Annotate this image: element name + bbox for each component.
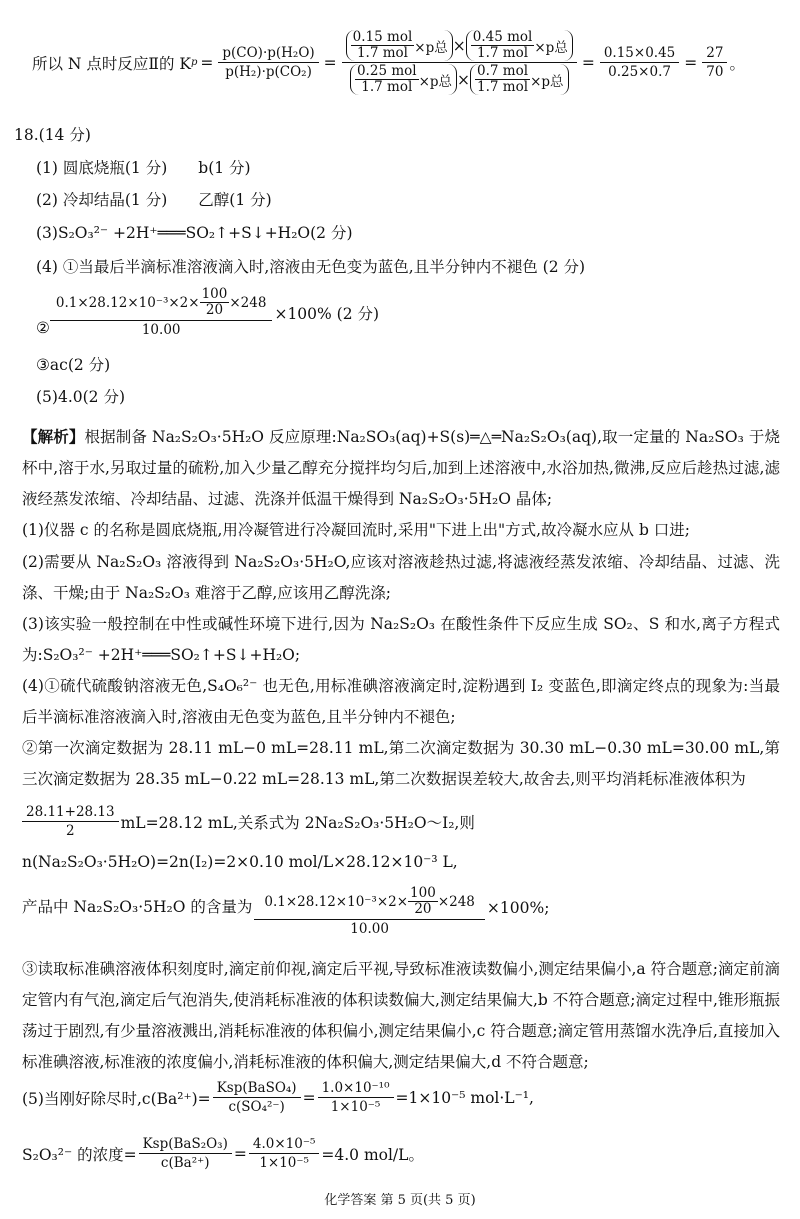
p9-fraction-1 <box>213 1080 301 1115</box>
analysis-tag: 【解析】 <box>22 428 85 446</box>
analysis-intro <box>22 422 780 515</box>
term1-denominator: 1.7 mol <box>356 45 408 61</box>
p7-inner-den: 20 <box>414 901 432 917</box>
p9-tail: =1×10⁻⁵ mol·L⁻¹, <box>395 1088 534 1107</box>
p7-denominator: 10.00 <box>350 921 389 937</box>
kp-def-numerator: p(CO)·p(H₂O) <box>218 45 318 63</box>
kp-equation: 所以 N 点时反应Ⅱ的 K p = $\frac{\text{p(CO)·p(H₂O)}}{\text{p(H₂)·p(CO₂)}}$ = 0.15 mol 1.7 mol ×p总 × 0.45 mol 1.7 mol ×p总 0.25 mol 1.7 mol ×p总 × 0.7 mol 1.7 mol ×p总 = $\frac{0.15\times 0.45}{0.25\times 0.7}$ = $\frac{27}{70}$ 。 <box>32 29 745 95</box>
kp-end: 。 <box>729 54 745 73</box>
eq-sign: = <box>200 53 214 72</box>
answer-5: (5)4.0(2 分) <box>36 388 125 406</box>
kp-prefix: 所以 N 点时反应Ⅱ的 K <box>32 54 191 73</box>
s2o3-concentration-line: S₂O₃²⁻ 的浓度= $\frac{\text{Ksp(BaS₂O₃)}}{\text{c(Ba²⁺)}}$ = $\frac{\text{4.0×10⁻⁵}}{\text{1×10⁻⁵}}$ =4.0 mol/L。 <box>22 1136 424 1171</box>
a42-inner-num: 100 <box>201 286 228 302</box>
term3-numerator: 0.25 mol <box>356 63 417 79</box>
analysis-p3: (3)该实验一般控制在中性或碱性环境下进行,因为 Na₂S₂O₃ 在酸性条件下反应生成 SO₂、S 和水,离子方程式为:S₂O₃²⁻ +2H⁺═══SO₂↑+S↓+H₂O; <box>22 615 780 664</box>
p7-num-b: ×248 <box>437 893 475 910</box>
q18-header: 18.(14 分) <box>14 126 91 144</box>
analysis-p5: ②第一次滴定数据为 28.11 mL−0 mL=28.11 mL,第二次滴定数据为 30.30 mL−0.30 mL=30.00 mL,第三次滴定数据为 28.35 mL−0.22 mL=28.13 mL,第二次数据误差较大,故舍去,则平均消耗标准液体积为 <box>22 739 780 788</box>
analysis-p8: ③读取标准碘溶液体积刻度时,滴定前仰视,滴定后平视,导致标准液读数偏小,测定结果偏小,a 符合题意;滴定前滴定管内有气泡,滴定后气泡消失,使消耗标准液的体积读数偏大,测定结果偏大,b 不符合题意;滴定过程中,锥形瓶振荡过于剧烈,有少量溶液溅出,消耗标准液的体积偏小,测定结果偏小,c 符合题意;滴定管用蒸馏水洗净后,直接加入标准碘溶液,标准液的浓度偏小,消耗标准液的体积偏大,测定结果偏大,d 不符合题意; <box>22 960 780 1071</box>
times: × <box>452 36 466 55</box>
p7-inner-num: 100 <box>410 885 436 901</box>
avg-tail: mL=28.12 mL,关系式为 2Na₂S₂O₃·5H₂O～I₂,则 <box>120 813 475 832</box>
p9-f2-num: 1.0×10⁻¹⁰ <box>318 1080 394 1098</box>
p9-fraction-2 <box>318 1080 394 1115</box>
answer-4-2-tail: ×100% (2 分) <box>274 304 380 323</box>
p10-fraction-1 <box>139 1136 232 1171</box>
p10-f1-den: c(Ba²⁺) <box>160 1155 210 1171</box>
p10-tail: =4.0 mol/L。 <box>321 1145 424 1164</box>
analysis-p4: (4)①硫代硫酸钠溶液无色,S₄O₆²⁻ 也无色,用标准碘溶液滴定时,淀粉遇到 I₂ 变蓝色,即滴定终点的现象为:当最后半滴标准溶液滴入时,溶液由无色变为蓝色,且半分钟内不褪色; <box>22 677 780 726</box>
term2-denominator: 1.7 mol <box>477 45 529 61</box>
simp-numerator: 0.15×0.45 <box>600 45 679 63</box>
content-prefix: 产品中 Na₂S₂O₃·5H₂O 的含量为 <box>22 898 253 916</box>
answer-1: (1) 圆底烧瓶(1 分) b(1 分) <box>36 159 251 177</box>
ba-concentration-line: (5)当刚好除尽时,c(Ba²⁺)= $\frac{\text{Ksp(BaSO₄)}}{\text{c(SO₄²⁻)}}$ = $\frac{\text{1.0×10⁻¹⁰}}{\text{1×10⁻⁵}}$ =1×10⁻⁵ mol·L⁻¹, <box>22 1080 534 1115</box>
kp-definition-fraction <box>218 45 318 80</box>
kp-def-denominator: p(H₂)·p(CO₂) <box>225 64 312 80</box>
term3-denominator: 1.7 mol <box>361 79 413 95</box>
p-total: ×p总 <box>418 73 453 90</box>
p7-num-a: 0.1×28.12×10⁻³×2× <box>264 893 409 910</box>
term4-denominator: 1.7 mol <box>477 79 529 95</box>
p-total: ×p总 <box>530 73 564 90</box>
answer-4-2 <box>36 287 379 338</box>
avg-num: 28.11+28.13 <box>22 804 119 822</box>
content-fraction <box>254 886 485 937</box>
p10-f2-den: 1×10⁻⁵ <box>259 1155 309 1171</box>
term4-numerator: 0.7 mol <box>477 63 529 79</box>
result-numerator: 27 <box>702 45 727 63</box>
content-line <box>22 886 549 937</box>
kp-result-fraction <box>702 45 727 80</box>
a42-inner-den: 20 <box>205 302 224 318</box>
kp-value-fraction <box>342 30 577 95</box>
p9-prefix: (5)当刚好除尽时,c(Ba²⁺)= <box>22 1089 211 1108</box>
p9-f1-den: c(SO₄²⁻) <box>228 1099 285 1115</box>
term1-numerator: 0.15 mol <box>352 29 413 45</box>
p-total: ×p总 <box>414 39 448 56</box>
kp-sub: p <box>190 57 198 68</box>
p10-f2-num: 4.0×10⁻⁵ <box>249 1136 320 1154</box>
p10-fraction-2 <box>249 1136 320 1171</box>
result-denominator: 70 <box>706 64 724 80</box>
simp-denominator: 0.25×0.7 <box>608 64 671 80</box>
analysis-p1: (1)仪器 c 的名称是圆底烧瓶,用冷凝管进行冷凝回流时,采用"下进上出"方式,故冷凝水应从 b 口进; <box>22 521 691 539</box>
p9-f1-num: Ksp(BaSO₄) <box>213 1080 301 1098</box>
avg-volume-fraction <box>22 804 119 839</box>
p9-f2-den: 1×10⁻⁵ <box>330 1099 381 1115</box>
a42-denominator: 10.00 <box>141 322 181 338</box>
p10-prefix: S₂O₃²⁻ 的浓度= <box>22 1145 137 1164</box>
answer-4-3: ③ac(2 分) <box>36 356 111 374</box>
term2-numerator: 0.45 mol <box>472 29 533 45</box>
avg-den: 2 <box>66 823 75 839</box>
answer-4-2-fraction <box>50 287 273 338</box>
p10-f1-num: Ksp(BaS₂O₃) <box>139 1136 232 1154</box>
answer-3: (3)S₂O₃²⁻ +2H⁺═══SO₂↑+S↓+H₂O(2 分) <box>36 224 353 242</box>
a42-num-a: 0.1×28.12×10⁻³×2× <box>55 294 200 311</box>
content-tail: ×100%; <box>486 899 550 917</box>
analysis-p2: (2)需要从 Na₂S₂O₃ 溶液得到 Na₂S₂O₃·5H₂O,应该对溶液趁热过滤,将滤液经蒸发浓缩、冷却结晶、过滤、洗涤、干燥;由于 Na₂S₂O₃ 难溶于乙醇,应该用乙醇洗涤; <box>22 553 780 602</box>
answer-4-2-label: ② <box>36 318 50 337</box>
kp-simplified-fraction <box>600 45 679 80</box>
analysis-intro-text: 根据制备 Na₂S₂O₃·5H₂O 反应原理:Na₂SO₃(aq)+S(s)═△═Na₂S₂O₃(aq),取一定量的 Na₂SO₃ 于烧杯中,溶于水,另取过量的硫粉,加入少量乙醇充分搅拌均匀后,加到上述溶液中,水浴加热,微沸,反应后趁热过滤,滤液经蒸发浓缩、冷却结晶、过滤、洗涤并低温干燥得到 Na₂S₂O₃·5H₂O 晶体; <box>22 428 780 508</box>
answer-2: (2) 冷却结晶(1 分) 乙醇(1 分) <box>36 191 272 209</box>
analysis-p6: n(Na₂S₂O₃·5H₂O)=2n(I₂)=2×0.10 mol/L×28.12×10⁻³ L, <box>22 853 458 871</box>
p-total: ×p总 <box>534 39 568 56</box>
page-footer: 化学答案 第 5 页(共 5 页) <box>324 1193 476 1208</box>
a42-num-b: ×248 <box>229 294 267 311</box>
answer-4-1: (4) ①当最后半滴标准溶液滴入时,溶液由无色变为蓝色,且半分钟内不褪色 (2 分) <box>36 258 586 276</box>
times: × <box>457 70 471 89</box>
avg-volume-line <box>22 804 475 839</box>
